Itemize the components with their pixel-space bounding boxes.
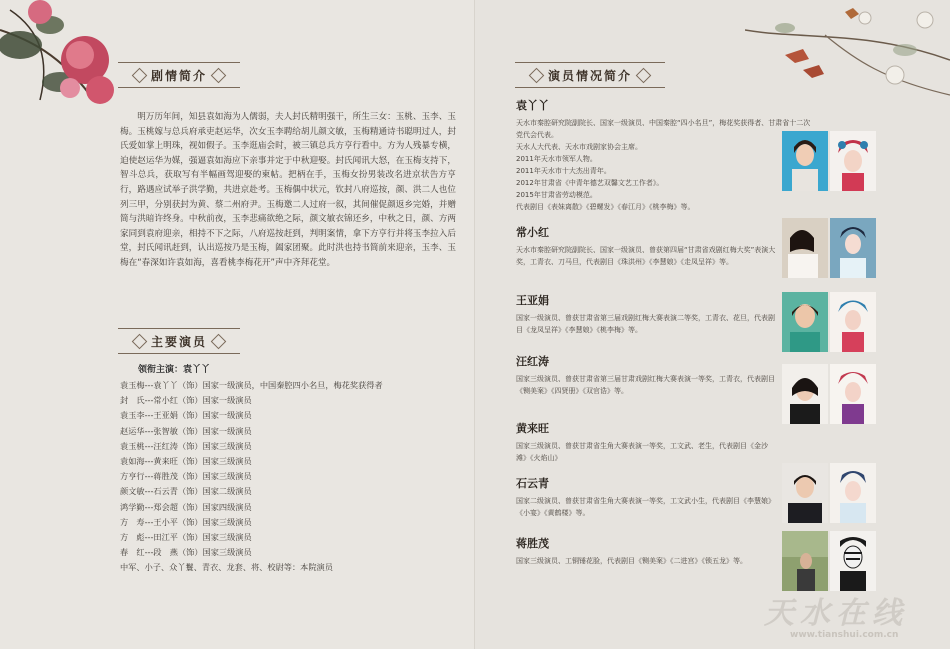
- performer-name: 常小红: [516, 226, 549, 239]
- portrait-photo: [782, 531, 828, 591]
- desc-line: 代表剧目《表妹离散》《碧螺发》《春江月》《桃李梅》等。: [516, 203, 695, 211]
- cast-row: 鸿学勤---郑会超（饰）国家四级演员: [120, 501, 252, 512]
- plot-heading: [118, 62, 240, 88]
- performer-desc: 国家三级演员、曾获甘肃省第三届甘肃戏剧红梅大赛表演一等奖，工青衣，代表剧目《铡美案》《四贤册》《双官诰》等。: [516, 375, 775, 395]
- bird-branch-decoration: [745, 0, 950, 110]
- performers-title: 演员情况简介: [548, 68, 633, 83]
- performer-name: 王亚娟: [516, 294, 549, 307]
- costume-photo: [830, 131, 876, 191]
- performer-hongtao: [516, 353, 778, 397]
- costume-photo: [830, 218, 876, 278]
- desc-line: 2012年甘肃省《中青年德艺双馨文艺工作者》。: [516, 179, 664, 187]
- performer-yuan: [516, 97, 816, 213]
- cast-row: 方 寿---王小平（饰）国家三级演员: [120, 516, 252, 527]
- cast-row: 颜文敏---石云青（饰）国家二级演员: [120, 486, 252, 497]
- knot-icon: [529, 67, 545, 83]
- cast-row: 袁如海---黄来旺（饰）国家三级演员: [120, 456, 252, 467]
- performer-name: 蒋胜茂: [516, 537, 549, 550]
- performer-jiang: [516, 535, 778, 567]
- desc-line: 天水市秦腔研究院副院长、国家一级演员、中国秦腔“四小名旦”，梅花奖获得者、甘肃省十二次党代会代表。: [516, 119, 811, 139]
- performer-wang: [516, 292, 778, 336]
- performer-huang: [516, 420, 778, 464]
- performer-name: 袁丫丫: [516, 99, 549, 112]
- performer-desc: 天水市秦腔研究院副院长、国家一级演员、曾获第四届“甘肃省戏剧红梅大奖”表演大奖，工青衣、刀马旦，代表剧目《珠洪州》《李慧娘》《走凤呈祥》等。: [516, 246, 776, 266]
- portrait-photo: [782, 292, 828, 352]
- cast-row: 赵运华---张智敏（饰）国家一级演员: [120, 425, 252, 436]
- performer-chang: [516, 224, 778, 268]
- peony-decoration: [0, 0, 130, 110]
- desc-line: 天水人大代表、天水市戏剧家协会主席。: [516, 143, 642, 151]
- cast-list: [120, 378, 420, 576]
- plot-paragraph: 明万历年间，知县袁如海为人儒弱，夫人封氏精明强干，所生三女：玉桃、玉李、玉梅。玉桃嫁与总兵府承吏赵运华，次女玉李聘给胡儿颜文敏，玉梅精通诗书聪明过人，封氏爱如掌上明珠，视如假子。玉李逛庙会时，被三镇总兵方亨行看中。方为人残暴专横，迫使赵运华为媒，强逼袁如海应下亲事并定于中秋迎娶。封氏闻讯大怒，在玉梅支持下，智斗总兵，获取写有半幅画驾迎娶的柬帖。把柄在手，玉梅女扮男装改名进京状告方亨行，路遇应试举子洪学勤，共进京赴考。玉梅偶中状元，钦封八府巡按，颜、洪二人也位列三甲，分别获封为黄、蔡二州府尹。玉梅邀二人过府一叙，其间催促颜返乡完婚，并赠简与洪暗许终身。中秋前夜，玉李悲痛欲绝之际，颜文敏衣锦还乡，中秋之日，颜、方两家同到袁府迎亲，相持不下之际，八府巡按赶到，判明案情，拿下方亨行并将玉李拉入后堂，封氏闻讯赶到，认出巡按乃是玉梅，阖家团聚。此时洪也持书简前来迎亲，玉李、玉梅在“春深如许袁如海，喜看桃李梅花开”声中齐拜花堂。: [120, 112, 456, 268]
- knot-icon: [132, 67, 148, 83]
- performers-heading: [515, 62, 665, 88]
- watermark-logo: 天水在线: [764, 596, 908, 631]
- desc-line: 2011年天水市领军人物。: [516, 155, 597, 163]
- knot-icon: [211, 333, 227, 349]
- cast-row: 封 氏---常小红（饰）国家一级演员: [120, 395, 252, 406]
- performer-name: 黄来旺: [516, 422, 549, 435]
- performer-desc: 国家二级演员、曾获甘肃省生角大赛表演一等奖，工文武小生，代表剧目《李慧娘》《小宴》《黄鹤楼》等。: [516, 497, 775, 517]
- cast-row: 袁玉梅---袁丫丫（饰）国家一级演员，中国秦腔四小名旦，梅花奖获得者: [120, 380, 383, 390]
- portrait-photo: [782, 218, 828, 278]
- costume-photo: [830, 463, 876, 523]
- performer-desc: 国家三级演员、工铜锤花脸，代表剧目《铡美案》《二进宫》《锁五龙》等。: [516, 557, 747, 565]
- plot-title: 剧情简介: [151, 68, 208, 83]
- knot-icon: [636, 67, 652, 83]
- plot-text: [120, 110, 456, 271]
- cast-row: 袁玉桃---汪红涛（饰）国家三级演员: [120, 440, 252, 451]
- cast-row: 袁玉李---王亚娟（饰）国家一级演员: [120, 410, 252, 421]
- performer-shi: [516, 475, 778, 519]
- knot-icon: [132, 333, 148, 349]
- portrait-photo: [782, 131, 828, 191]
- costume-photo: [830, 531, 876, 591]
- portrait-photo: [782, 463, 828, 523]
- cast-row: 中军、小子、众丫鬟、青衣、龙套、将、校尉等：本院演员: [120, 562, 333, 573]
- lead-performer: 领衔主演：袁丫丫: [138, 365, 211, 375]
- performer-name: 汪红涛: [516, 355, 549, 368]
- costume-photo: [830, 292, 876, 352]
- portrait-photo: [782, 364, 828, 424]
- cast-row: 春 红---段 燕（饰）国家三级演员: [120, 547, 252, 558]
- desc-line: 2015年甘肃省劳动模范。: [516, 191, 597, 199]
- cast-title: 主要演员: [151, 334, 208, 349]
- costume-photo: [830, 364, 876, 424]
- cast-heading: [118, 328, 240, 354]
- watermark-url: www.tianshui.com.cn: [790, 630, 899, 640]
- performer-desc: 国家三级演员、曾获甘肃省生角大赛表演一等奖，工文武、老生，代表剧目《金沙滩》《火焰山》: [516, 442, 768, 462]
- performer-desc: [516, 117, 816, 213]
- knot-icon: [211, 67, 227, 83]
- performer-desc: 国家一级演员、曾获甘肃省第三届戏剧红梅大赛表演二等奖，工青衣、花旦，代表剧目《龙凤呈祥》《李慧娘》《桃李梅》等。: [516, 314, 775, 334]
- performer-name: 石云青: [516, 477, 549, 490]
- cast-row: 方亨行---蒋胜茂（饰）国家三级演员: [120, 471, 252, 482]
- cast-row: 方 彪---田江平（饰）国家三级演员: [120, 532, 252, 543]
- desc-line: 2011年天水市十大杰出青年。: [516, 167, 611, 175]
